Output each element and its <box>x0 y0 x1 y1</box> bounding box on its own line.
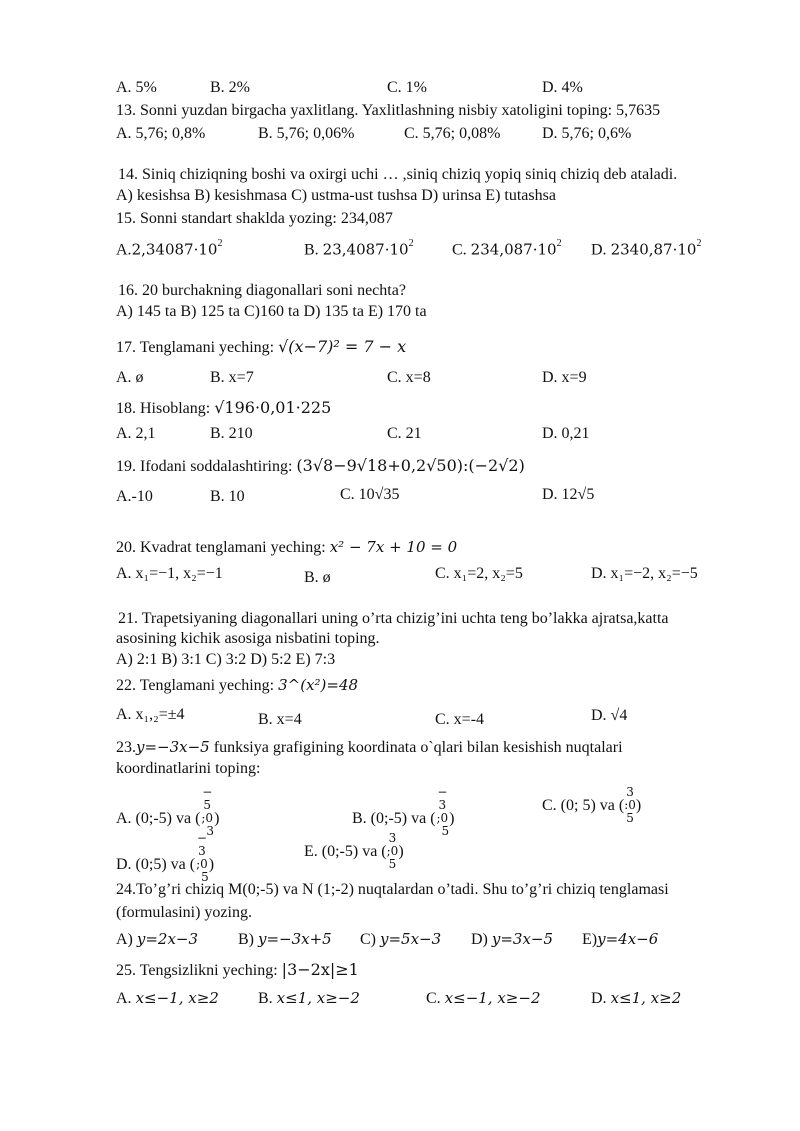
q23-formula: y=−3x−5 <box>136 738 210 756</box>
q15-option-c: C. $234,087\cdot 10^2$ <box>452 238 562 259</box>
q19-option-b: B. 10 <box>210 488 245 505</box>
q25-option-c: C. x≤−1, x≥−2 <box>426 989 541 1007</box>
q23-option-c: C. (0; 5) va ( 3 :0 5 ) <box>542 785 642 825</box>
q17-question: 17. Tenglamani yeching: √(x−7)² = 7 − x <box>116 337 407 356</box>
q17-option-a: A. ø <box>116 369 144 386</box>
q20-question: 20. Kvadrat tenglamani yeching: x² − 7x + 10 = 0 <box>116 538 458 556</box>
q23-question-line1: 23.y=−3x−5 funksiya grafigining koordinata o`qlari bilan kesishish nuqtalari <box>116 738 623 756</box>
q24-option-a: A) y=2x−3 <box>116 930 199 948</box>
q20-option-d: D. x₁=−2, x₂=−5 <box>591 565 698 582</box>
q23-option-b: B. (0;-5) va ( − 3 ;0 5 ) <box>352 785 455 838</box>
q17-option-c: C. x=8 <box>387 369 431 386</box>
q19-option-c: C. 10√35 <box>340 486 400 503</box>
q22-option-c: C. x=-4 <box>435 711 485 728</box>
q20-option-b: B. ø <box>304 569 331 586</box>
q13-question: 13. Sonni yuzdan birgacha yaxlitlang. Yaxlitlashning nisbiy xatoligini toping: 5,7635 <box>116 102 661 119</box>
q24-option-c: C) y=5x−3 <box>360 930 442 948</box>
q12-option-c: C. 1% <box>387 79 427 96</box>
q15-option-d: D. $2340,87\cdot 10^2$ <box>591 238 702 259</box>
q20-option-a: A. x₁=−1, x₂=−1 <box>116 565 223 582</box>
q14-options: A) kesishsa B) kesishmasa C) ustma-ust tushsa D) urinsa E) tutashsa <box>116 187 556 204</box>
q25-option-a: A. x≤−1, x≥2 <box>116 989 219 1007</box>
q12-option-d: D. 4% <box>542 79 583 96</box>
q25-question: 25. Tengsizlikni yeching: |3−2x|≥1 <box>116 960 359 979</box>
q18-formula: √196·0,01·225 <box>214 398 332 417</box>
q24-option-d: D) y=3x−5 <box>471 930 554 948</box>
q17-option-b: B. x=7 <box>210 369 254 386</box>
q18-question: 18. Hisoblang: √196·0,01·225 <box>116 398 332 417</box>
q25-option-b: B. x≤1, x≥−2 <box>258 989 360 1007</box>
q23-option-d: D. (0;5) va ( − 3 ;0 5 ) <box>116 831 215 884</box>
q22-question: 22. Tenglamani yeching: 3^(x²)=48 <box>116 676 359 694</box>
q16-options: A) 145 ta B) 125 ta C)160 ta D) 135 ta E) 170 ta <box>116 303 427 320</box>
q13-option-b: B. 5,76; 0,06% <box>258 125 355 142</box>
q15-question: 15. Sonni standart shaklda yozing: 234,087 <box>116 210 393 227</box>
q22-option-a: A. x₁,₂=±4 <box>116 706 185 723</box>
q13-option-a: A. 5,76; 0,8% <box>116 125 206 142</box>
q20-formula: x² − 7x + 10 = 0 <box>329 538 458 556</box>
q22-option-d: D. √4 <box>591 707 628 724</box>
q12-option-b: B. 2% <box>210 79 250 96</box>
q21-question-line2: asosining kichik asosiga nisbatini toping. <box>116 630 380 647</box>
q23-option-a: A. (0;-5) va ( − 5 ;0 3 ) <box>116 785 220 838</box>
q25-formula: |3−2x|≥1 <box>281 960 359 979</box>
q24-option-e: E)y=4x−6 <box>582 930 659 948</box>
q17-option-d: D. x=9 <box>542 369 587 386</box>
q20-option-c: C. x₁=2, x₂=5 <box>435 565 523 582</box>
q21-options: A) 2:1 B) 3:1 C) 3:2 D) 5:2 E) 7:3 <box>116 651 336 668</box>
q18-option-c: C. 21 <box>387 425 422 442</box>
q19-formula: (3√8−9√18+0,2√50):(−2√2) <box>296 456 525 475</box>
q22-formula: 3^(x²)=48 <box>278 676 359 694</box>
q14-question: 14. Siniq chiziqning boshi va oxirgi uchi … ,siniq chiziq yopiq siniq chiziq deb ataladi. <box>118 166 678 183</box>
q18-option-b: B. 210 <box>210 425 253 442</box>
q18-option-d: D. 0,21 <box>542 425 590 442</box>
q23-question-line2: koordinatlarini toping: <box>116 760 261 777</box>
q19-option-d: D. 12√5 <box>542 486 595 503</box>
q12-option-a: A. 5% <box>116 79 157 96</box>
q22-option-b: B. x=4 <box>258 711 302 728</box>
q18-option-a: A. 2,1 <box>116 425 156 442</box>
q25-option-d: D. x≤1, x≥2 <box>591 989 682 1007</box>
q15-option-a: $A.2,34087\cdot 10^2$ <box>116 238 223 259</box>
q15-option-b: B. $23,4087\cdot 10^2$ <box>304 238 414 259</box>
q19-option-a: A.-10 <box>116 488 153 505</box>
q24-option-b: B) y=−3x+5 <box>238 930 332 948</box>
q17-formula: √(x−7)² = 7 − x <box>278 337 407 356</box>
q23-option-e: E. (0;-5) va ( 3 ;0 5 ) <box>304 831 404 871</box>
q24-question-line2: (formulasini) yozing. <box>116 904 252 921</box>
q13-option-d: D. 5,76; 0,6% <box>542 125 632 142</box>
q16-question: 16. 20 burchakning diagonallari soni nechta? <box>118 282 406 299</box>
q21-question-line1: 21. Trapetsiyaning diagonallari uning o’rta chizig’ini uchta teng bo’lakka ajratsa,katta <box>118 610 669 627</box>
q24-question-line1: 24.To’g’ri chiziq M(0;-5) va N (1;-2) nuqtalardan o’tadi. Shu to’g’ri chiziq tenglamasi <box>116 881 669 898</box>
q13-option-c: C. 5,76; 0,08% <box>404 125 501 142</box>
q19-question: 19. Ifodani soddalashtiring: (3√8−9√18+0,2√50):(−2√2) <box>116 456 525 475</box>
